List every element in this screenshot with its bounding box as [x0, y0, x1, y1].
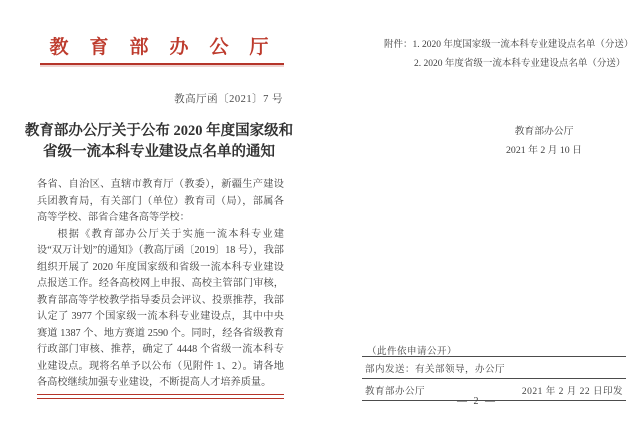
- document-title-line-1: 教育部办公厅关于公布 2020 年度国家级和: [24, 123, 294, 139]
- salutation: 各省、自治区、直辖市教育厅（教委），新疆生产建设兵团教育局，有关部门（单位）教育司（局），部属各高等学校、部省合建各高等学校：: [37, 179, 284, 223]
- colophon-block: [362, 356, 626, 401]
- signature-block: [468, 122, 620, 160]
- attachment-item-1: [384, 36, 634, 55]
- signature-date: 2021 年 2 月 10 日: [506, 145, 582, 156]
- document-title: [10, 121, 308, 163]
- doc-number: 教高厅函〔2021〕7 号: [174, 94, 283, 105]
- document-title-line-2: 省级一流本科专业建设点名单的通知: [43, 144, 275, 160]
- print-date: 2021 年 2 月 22 日印发: [521, 387, 623, 397]
- attachment-list: [384, 36, 634, 74]
- disclosure-note: （此件依申请公开）: [367, 347, 458, 357]
- body-paragraph: 根据《教育部办公厅关于实施一流本科专业建设“双万计划”的通知》（教高厅函〔2019〕18 号），我部组织开展了 2020 年度国家级和省级一流本科专业建设点报送工作。经各高校网上申报、高校主管部门审核，教育部高等学校教学指导委员会评议、投票推荐，我部认定了 3977 个国家级一流本科专业建设点，其中中央赛道 1387 个、地方赛道 2590 个。同时，经各省级教育行政部门审核、推荐，确定了 4448 个省级一流本科专业建设点。现将名单予以公布（见附件 1、2）。请各地各高校继续加强专业建设，不断提高人才培养质量。: [37, 228, 284, 388]
- signer-name: 教育部办公厅: [514, 126, 574, 137]
- internal-distribution: 部内发送：有关部领导，办公厅: [362, 357, 626, 379]
- document-page-2: [318, 0, 636, 427]
- footer-red-double-rule: [37, 394, 284, 399]
- page-number: — 2 —: [457, 396, 497, 407]
- document-body: [37, 177, 284, 392]
- header-red-rule: [40, 63, 284, 65]
- attachment-1-text: 1. 2020 年度国家级一流本科专业建设点名单（分送）: [412, 40, 634, 50]
- agency-header: 教育部办公厅: [49, 37, 290, 58]
- attachment-label: 附件：: [384, 40, 413, 50]
- issuing-office: 教育部办公厅: [365, 387, 426, 397]
- attachment-item-2: 2. 2020 年度省级一流本科专业建设点名单（分送）: [414, 59, 626, 69]
